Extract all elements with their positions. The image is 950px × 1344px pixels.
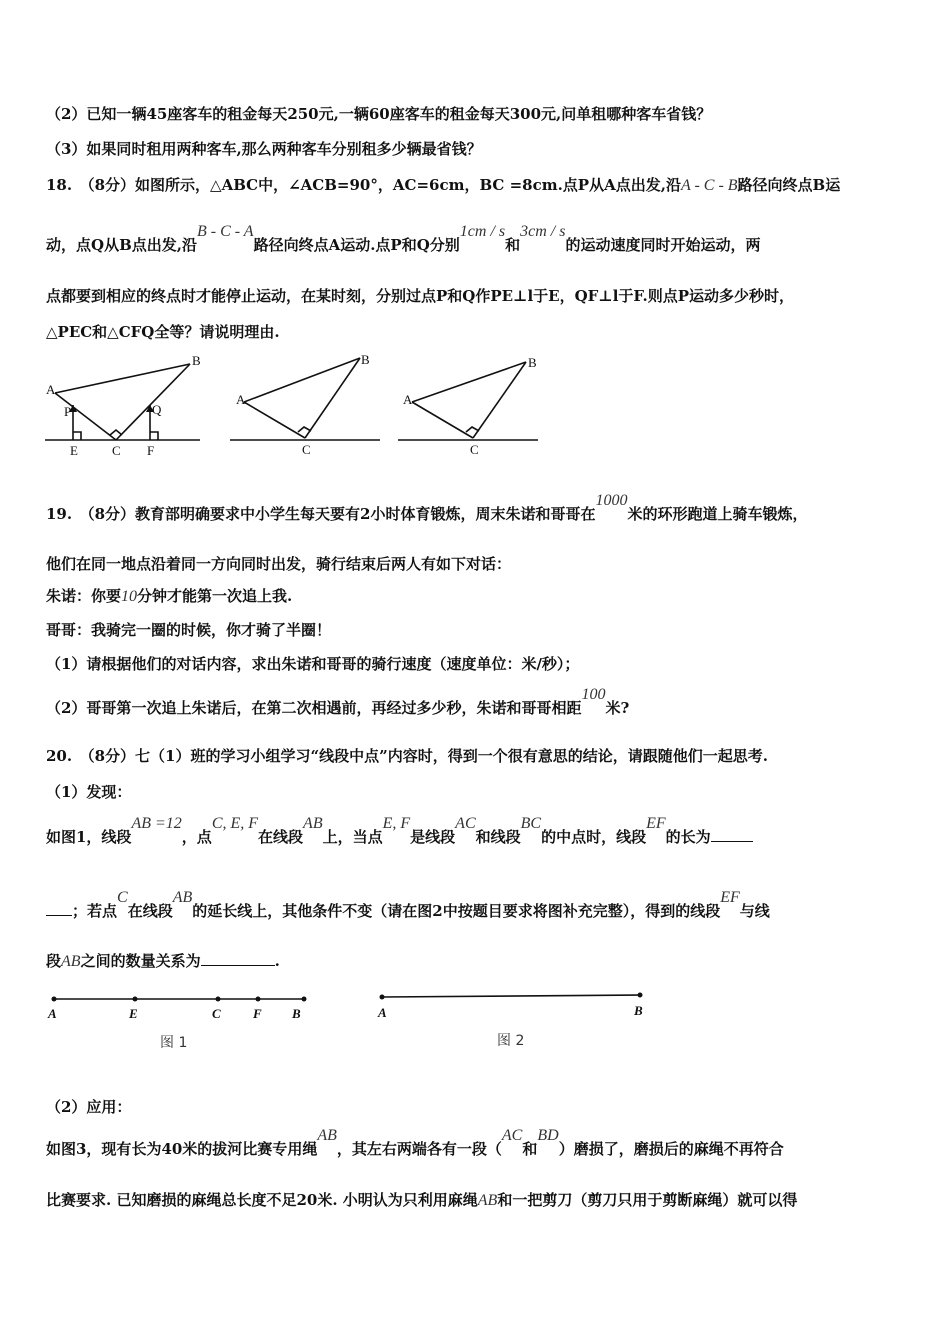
answer-blank-relation[interactable] — [201, 951, 275, 966]
q20-text: 如图1，线段 — [46, 828, 132, 846]
q18-line2 — [46, 223, 761, 255]
fig1-label-p: P — [64, 404, 72, 419]
fig1-label-e: E — [70, 443, 78, 458]
answer-blank-ef-cont[interactable] — [46, 901, 72, 916]
q20-math: AB — [317, 1127, 337, 1144]
q18-path-apc: A - C - B — [680, 177, 738, 194]
fig2-label-b: B — [634, 1003, 643, 1018]
q20-text: 和 — [522, 1140, 538, 1158]
q19-line1 — [46, 492, 808, 524]
q20-line4 — [46, 889, 770, 921]
q20-text: 段 — [46, 952, 62, 970]
q20-math: AB — [303, 815, 323, 832]
q18-text: 路径向终点B运 — [737, 176, 841, 194]
q20-line1: 20. （8分）七（1）班的学习小组学习“线段中点”内容时，得到一个很有意思的结论，请跟随他们一起思考. — [46, 747, 768, 765]
fig1-label-a: A — [46, 382, 56, 397]
q20-text: 如图3，现有长为40米的拔河比赛专用绳 — [46, 1140, 318, 1158]
q20-math: EF — [646, 815, 666, 832]
fig3-label-c: C — [470, 442, 479, 457]
q18-text: 18. （8分）如图所示，△ABC中，∠ACB=90°，AC=6cm，BC =8cm.点P从A点出发,沿 — [46, 176, 681, 194]
q19-line4: 哥哥：我骑完一圈的时候，你才骑了半圈！ — [46, 621, 332, 639]
fig1-right-angle-e — [73, 432, 81, 440]
q20-text: 和线段 — [475, 828, 521, 846]
q20-text: 上，当点 — [322, 828, 383, 846]
fig1-caption: 图 1 — [160, 1035, 188, 1051]
q19-line6 — [46, 686, 630, 718]
q18-text: 路径向终点A运动.点P和Q分别 — [253, 236, 460, 254]
q20-line8 — [46, 1189, 797, 1210]
q18-speed-q: 3cm / s — [520, 223, 566, 240]
fig1-point-f — [256, 997, 261, 1002]
q20-math: EF — [720, 889, 740, 906]
q19-distance: 100 — [581, 686, 606, 703]
fig1-label-a: A — [48, 1006, 57, 1021]
q20-line6: （2）应用： — [46, 1098, 132, 1116]
fig1-label-c: C — [112, 443, 121, 458]
q20-text: 和一把剪刀（剪刀只用于剪断麻绳）就可以得 — [497, 1191, 798, 1209]
q19-text: 分钟才能第一次追上我. — [137, 587, 293, 605]
fig2-seg-ab — [244, 358, 360, 402]
q20-math: BD — [537, 1127, 559, 1144]
fig1-point-e — [133, 997, 138, 1002]
q18-text: 和 — [505, 236, 521, 254]
q20-text: 的延长线上，其他条件不变（请在图2中按题目要求将图补充完整），得到的线段 — [192, 902, 721, 920]
fig1-label-e: E — [129, 1006, 138, 1021]
q19-line3 — [46, 585, 292, 606]
q19-minutes: 10 — [121, 588, 138, 605]
fig3-seg-bc — [473, 362, 526, 438]
fig3-label-b: B — [528, 355, 537, 370]
q19-line5: （1）请根据他们的对话内容，求出朱诺和哥哥的骑行速度（速度单位：米/秒）； — [46, 655, 580, 673]
q20-text: 是线段 — [410, 828, 456, 846]
q19-text: 朱诺：你要 — [46, 587, 122, 605]
q19-track-length: 1000 — [595, 492, 628, 509]
q19-text: （2）哥哥第一次追上朱诺后，在第二次相遇前，再经过多少秒，朱诺和哥哥相距 — [46, 699, 582, 717]
q18-figures — [40, 350, 560, 460]
fig1-label-b: B — [192, 353, 201, 368]
q20-text: . — [274, 952, 280, 970]
fig1-right-angle-c — [110, 430, 122, 435]
q20-math: AC — [501, 1127, 523, 1144]
q18-line1 — [46, 174, 840, 195]
fig1-label-f: F — [147, 443, 155, 458]
fig2-segment-ab — [382, 995, 640, 997]
q20-math: C — [117, 889, 128, 906]
fig2-point-b — [638, 993, 643, 998]
q20-line7 — [46, 1127, 784, 1159]
fig3-seg-ab — [412, 362, 526, 402]
fig1-label-b: B — [292, 1006, 301, 1021]
q18-line3: 点都要到相应的终点时才能停止运动，在某时刻，分别过点P和Q作PE⊥l于E，QF⊥l于F.则点P运动多少秒时， — [46, 287, 795, 305]
fig2-label-c: C — [302, 442, 311, 457]
q20-math: BC — [520, 815, 542, 832]
q19-text: 米? — [605, 699, 630, 717]
fig2-seg-ac — [244, 402, 305, 438]
q20-math: C, E, F — [211, 815, 259, 832]
fig3-seg-ac — [412, 402, 473, 438]
q20-text: 与线 — [739, 902, 770, 920]
fig2-caption: 图 2 — [497, 1033, 525, 1049]
q17-part3: （3）如果同时租用两种客车,那么两种客车分别租多少辆最省钱？ — [46, 140, 482, 158]
q18-line4: △PEC和△CFQ全等？请说明理由. — [46, 323, 280, 341]
q20-math: AC — [455, 815, 476, 832]
fig1-seg-ab — [55, 364, 190, 393]
q19-line2: 他们在同一地点沿着同一方向同时出发，骑行结束后两人有如下对话： — [46, 555, 512, 573]
fig2-label-a: A — [236, 392, 246, 407]
q18-text: 的运动速度同时开始运动，两 — [565, 236, 761, 254]
q20-math: AB — [172, 889, 193, 906]
q20-text: ，其左右两端各有一段（ — [336, 1140, 502, 1158]
q20-line5 — [46, 950, 280, 971]
q20-math: AB — [61, 953, 81, 970]
fig1-point-b — [302, 997, 307, 1002]
fig1-label-f: F — [253, 1006, 262, 1021]
fig1-point-c — [216, 997, 221, 1002]
fig2-seg-bc — [305, 358, 360, 438]
q20-text: 的长为 — [665, 828, 711, 846]
fig2-label-b: B — [361, 352, 370, 367]
fig3-label-a: A — [403, 392, 413, 407]
fig2-label-a: A — [378, 1005, 387, 1020]
fig1-label-q: Q — [152, 402, 162, 417]
fig1-point-a — [52, 997, 57, 1002]
fig1-label-c: C — [212, 1006, 221, 1021]
q20-text: ，点 — [181, 828, 212, 846]
q20-math: E, F — [382, 815, 411, 832]
q20-text: 在线段 — [127, 902, 173, 920]
q20-text: ）磨损了，磨损后的麻绳不再符合 — [558, 1140, 784, 1158]
q18-speed-p: 1cm / s — [459, 223, 506, 240]
q19-text: 19. （8分）教育部明确要求中小学生每天要有2小时体育锻炼，周末朱诺和哥哥在 — [46, 505, 596, 523]
q18-text: 动，点Q从B点出发,沿 — [46, 236, 197, 254]
q18-path-bca: B - C - A — [196, 223, 254, 240]
q20-line2: （1）发现： — [46, 783, 132, 801]
answer-blank-ef[interactable] — [711, 827, 753, 842]
q20-math: AB — [477, 1192, 498, 1209]
q20-figures — [40, 985, 660, 1060]
q19-text: 米的环形跑道上骑车锻炼， — [627, 505, 808, 523]
fig1-right-angle-f — [150, 432, 158, 440]
q20-line3 — [46, 815, 753, 847]
q20-text: ；若点 — [72, 902, 118, 920]
q20-text: 之间的数量关系为 — [80, 952, 201, 970]
q17-part2: （2）已知一辆45座客车的租金每天250元,一辆60座客车的租金每天300元,问单租哪种客车省钱？ — [46, 105, 712, 123]
fig2-point-a — [380, 995, 385, 1000]
q20-text: 的中点时，线段 — [541, 828, 647, 846]
q20-math: AB =12 — [131, 815, 182, 832]
q20-text: 在线段 — [258, 828, 304, 846]
q20-text: 比赛要求. 已知磨损的麻绳总长度不足20米. 小明认为只利用麻绳 — [46, 1191, 478, 1209]
